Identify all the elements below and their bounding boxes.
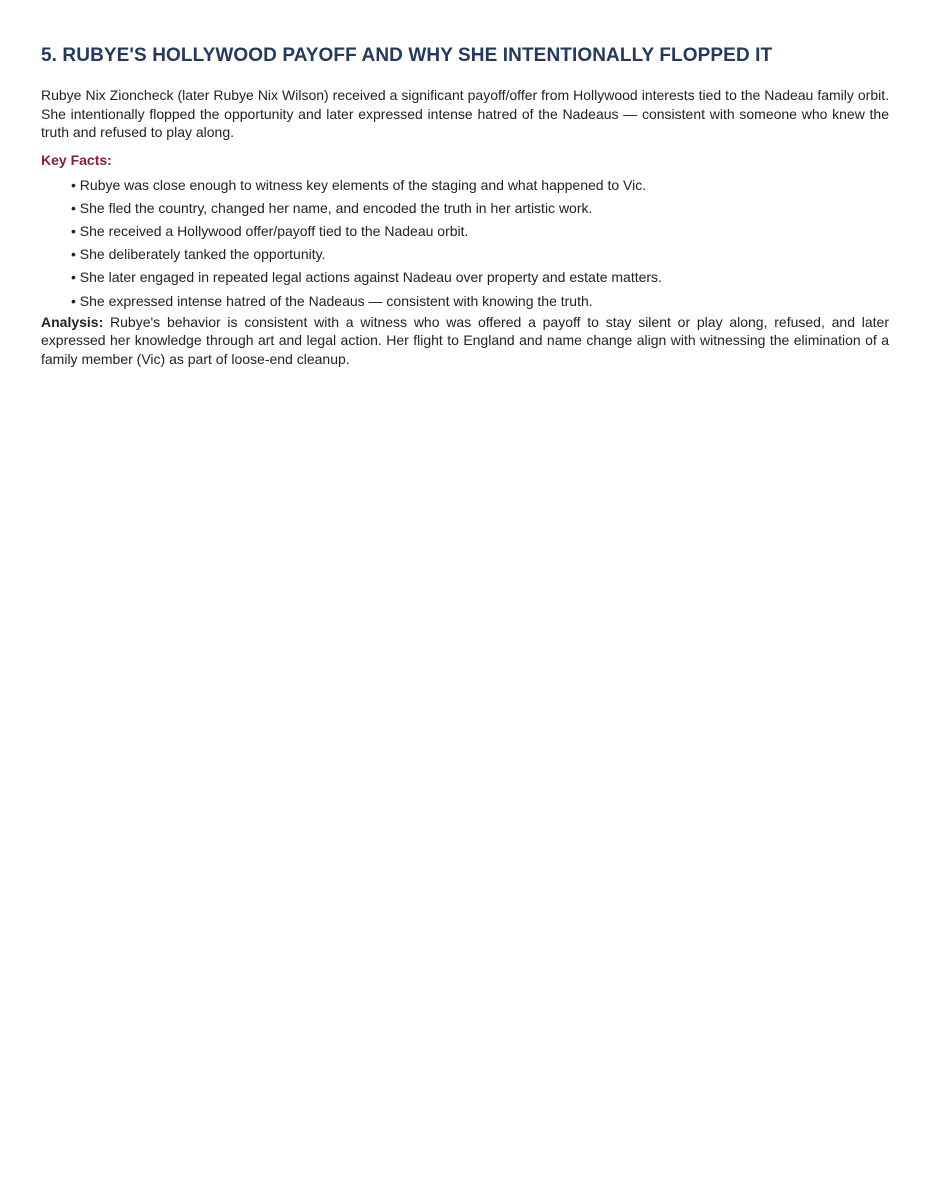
key-fact-item: • She later engaged in repeated legal actions against Nadeau over property and estate matters. <box>71 269 662 286</box>
key-facts-list <box>41 174 889 313</box>
key-facts-heading: Key Facts: <box>41 151 112 168</box>
key-fact-item: • She expressed intense hatred of the Nadeaus — consistent with knowing the truth. <box>71 292 593 309</box>
key-fact-item: • She received a Hollywood offer/payoff tied to the Nadeau orbit. <box>71 222 469 239</box>
analysis-text: Rubye's behavior is consistent with a witness who was offered a payoff to stay silent or play along, refused, and later expressed her knowledge through art and legal action. Her flight to England and name change align with witnessing the elimination of a family member (Vic) as part of loose-end cleanup. <box>41 313 889 367</box>
analysis-paragraph <box>41 313 889 369</box>
key-fact-item: • She fled the country, changed her name, and encoded the truth in her artistic work. <box>71 199 593 216</box>
key-fact-item: • Rubye was close enough to witness key elements of the staging and what happened to Vic. <box>71 176 647 193</box>
intro-paragraph: Rubye Nix Zioncheck (later Rubye Nix Wilson) received a significant payoff/offer from Hollywood interests tied to the Nadeau family orbit. She intentionally flopped the opportunity and later expressed intense hatred of the Nadeaus — consistent with someone who knew the truth and refused to play along. <box>41 87 889 140</box>
key-fact-item: • She deliberately tanked the opportunity. <box>71 246 326 263</box>
analysis-label: Analysis: <box>41 313 104 330</box>
section-title: 5. RUBYE'S HOLLYWOOD PAYOFF AND WHY SHE INTENTIONALLY FLOPPED IT <box>41 45 773 66</box>
